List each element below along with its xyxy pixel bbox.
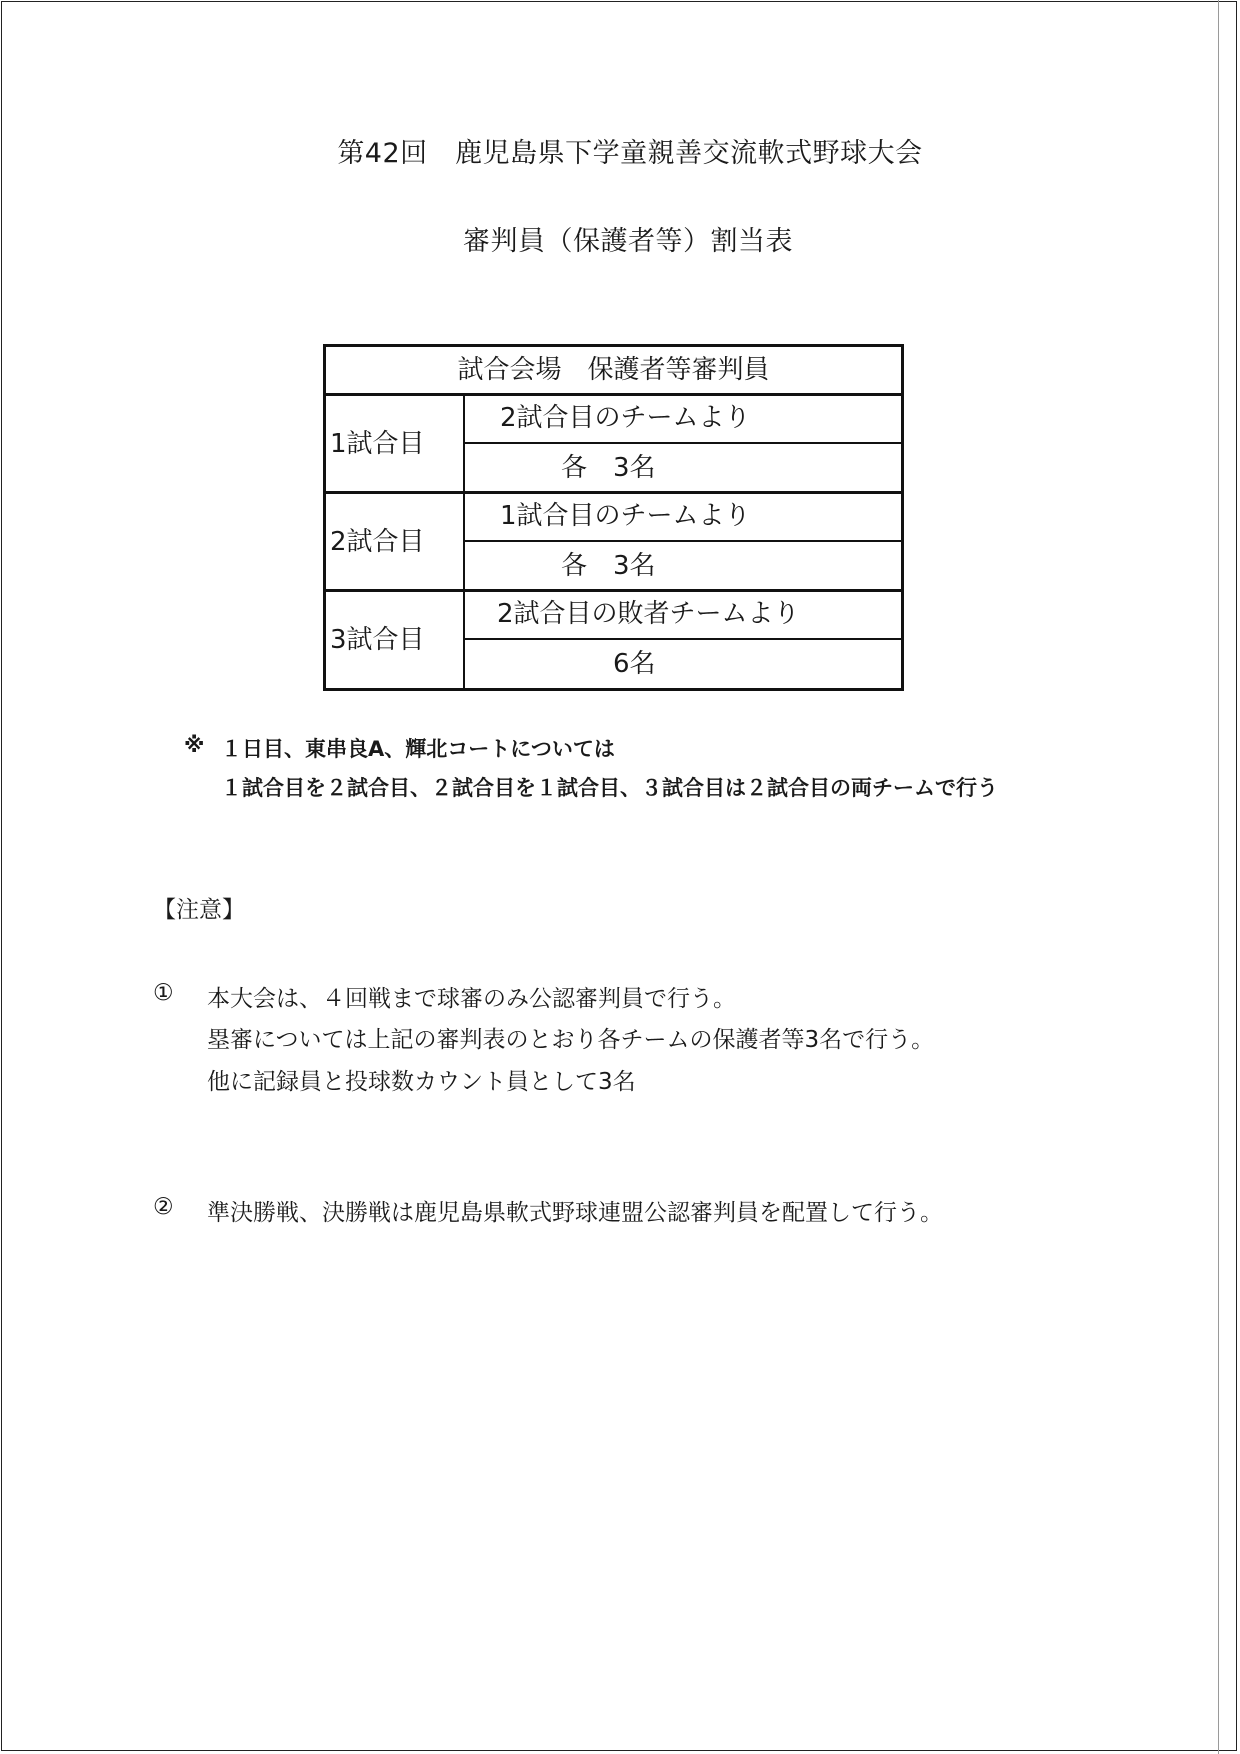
caution-item-line: 準決勝戦、決勝戦は鹿児島県軟式野球連盟公認審判員を配置して行う。 <box>207 1200 943 1226</box>
referee-source: 2試合目のチームより <box>465 396 901 444</box>
game-label: 2試合目 <box>326 494 465 589</box>
page-border <box>1 1 1237 1751</box>
caution-item-line: 塁審については上記の審判表のとおり各チームの保護者等3名で行う。 <box>207 1027 935 1053</box>
referee-assignment-table <box>323 344 904 691</box>
referee-count: 6名 <box>613 649 656 679</box>
scan-edge-line <box>1218 0 1219 1754</box>
game-label: 1試合目 <box>326 396 465 491</box>
note-line: １日目、東串良A、輝北コートについては <box>221 737 615 761</box>
referee-source: 1試合目のチームより <box>465 494 901 542</box>
caution-item-line: 本大会は、４回戦まで球審のみ公認審判員で行う。 <box>207 986 736 1012</box>
caution-item-line: 他に記録員と投球数カウント員として3名 <box>207 1069 636 1095</box>
referee-count: 各 3名 <box>561 453 656 483</box>
document-title: 第42回 鹿児島県下学童親善交流軟式野球大会 <box>337 138 923 169</box>
note-line: １試合目を２試合目、２試合目を１試合目、３試合目は２試合目の両チームで行う <box>221 776 998 800</box>
table-row <box>326 494 901 592</box>
table-row <box>326 396 901 494</box>
caution-heading: 【注意】 <box>153 897 245 923</box>
table-header: 試合会場 保護者等審判員 <box>326 347 901 396</box>
note-mark: ※ <box>184 733 205 757</box>
caution-item-number: ② <box>153 1194 174 1220</box>
document-subtitle: 審判員（保護者等）割当表 <box>463 226 793 257</box>
referee-source: 2試合目の敗者チームより <box>465 592 901 640</box>
referee-count: 各 3名 <box>561 551 656 581</box>
game-label: 3試合目 <box>326 592 465 690</box>
table-row <box>326 592 901 690</box>
caution-item-number: ① <box>153 980 174 1006</box>
